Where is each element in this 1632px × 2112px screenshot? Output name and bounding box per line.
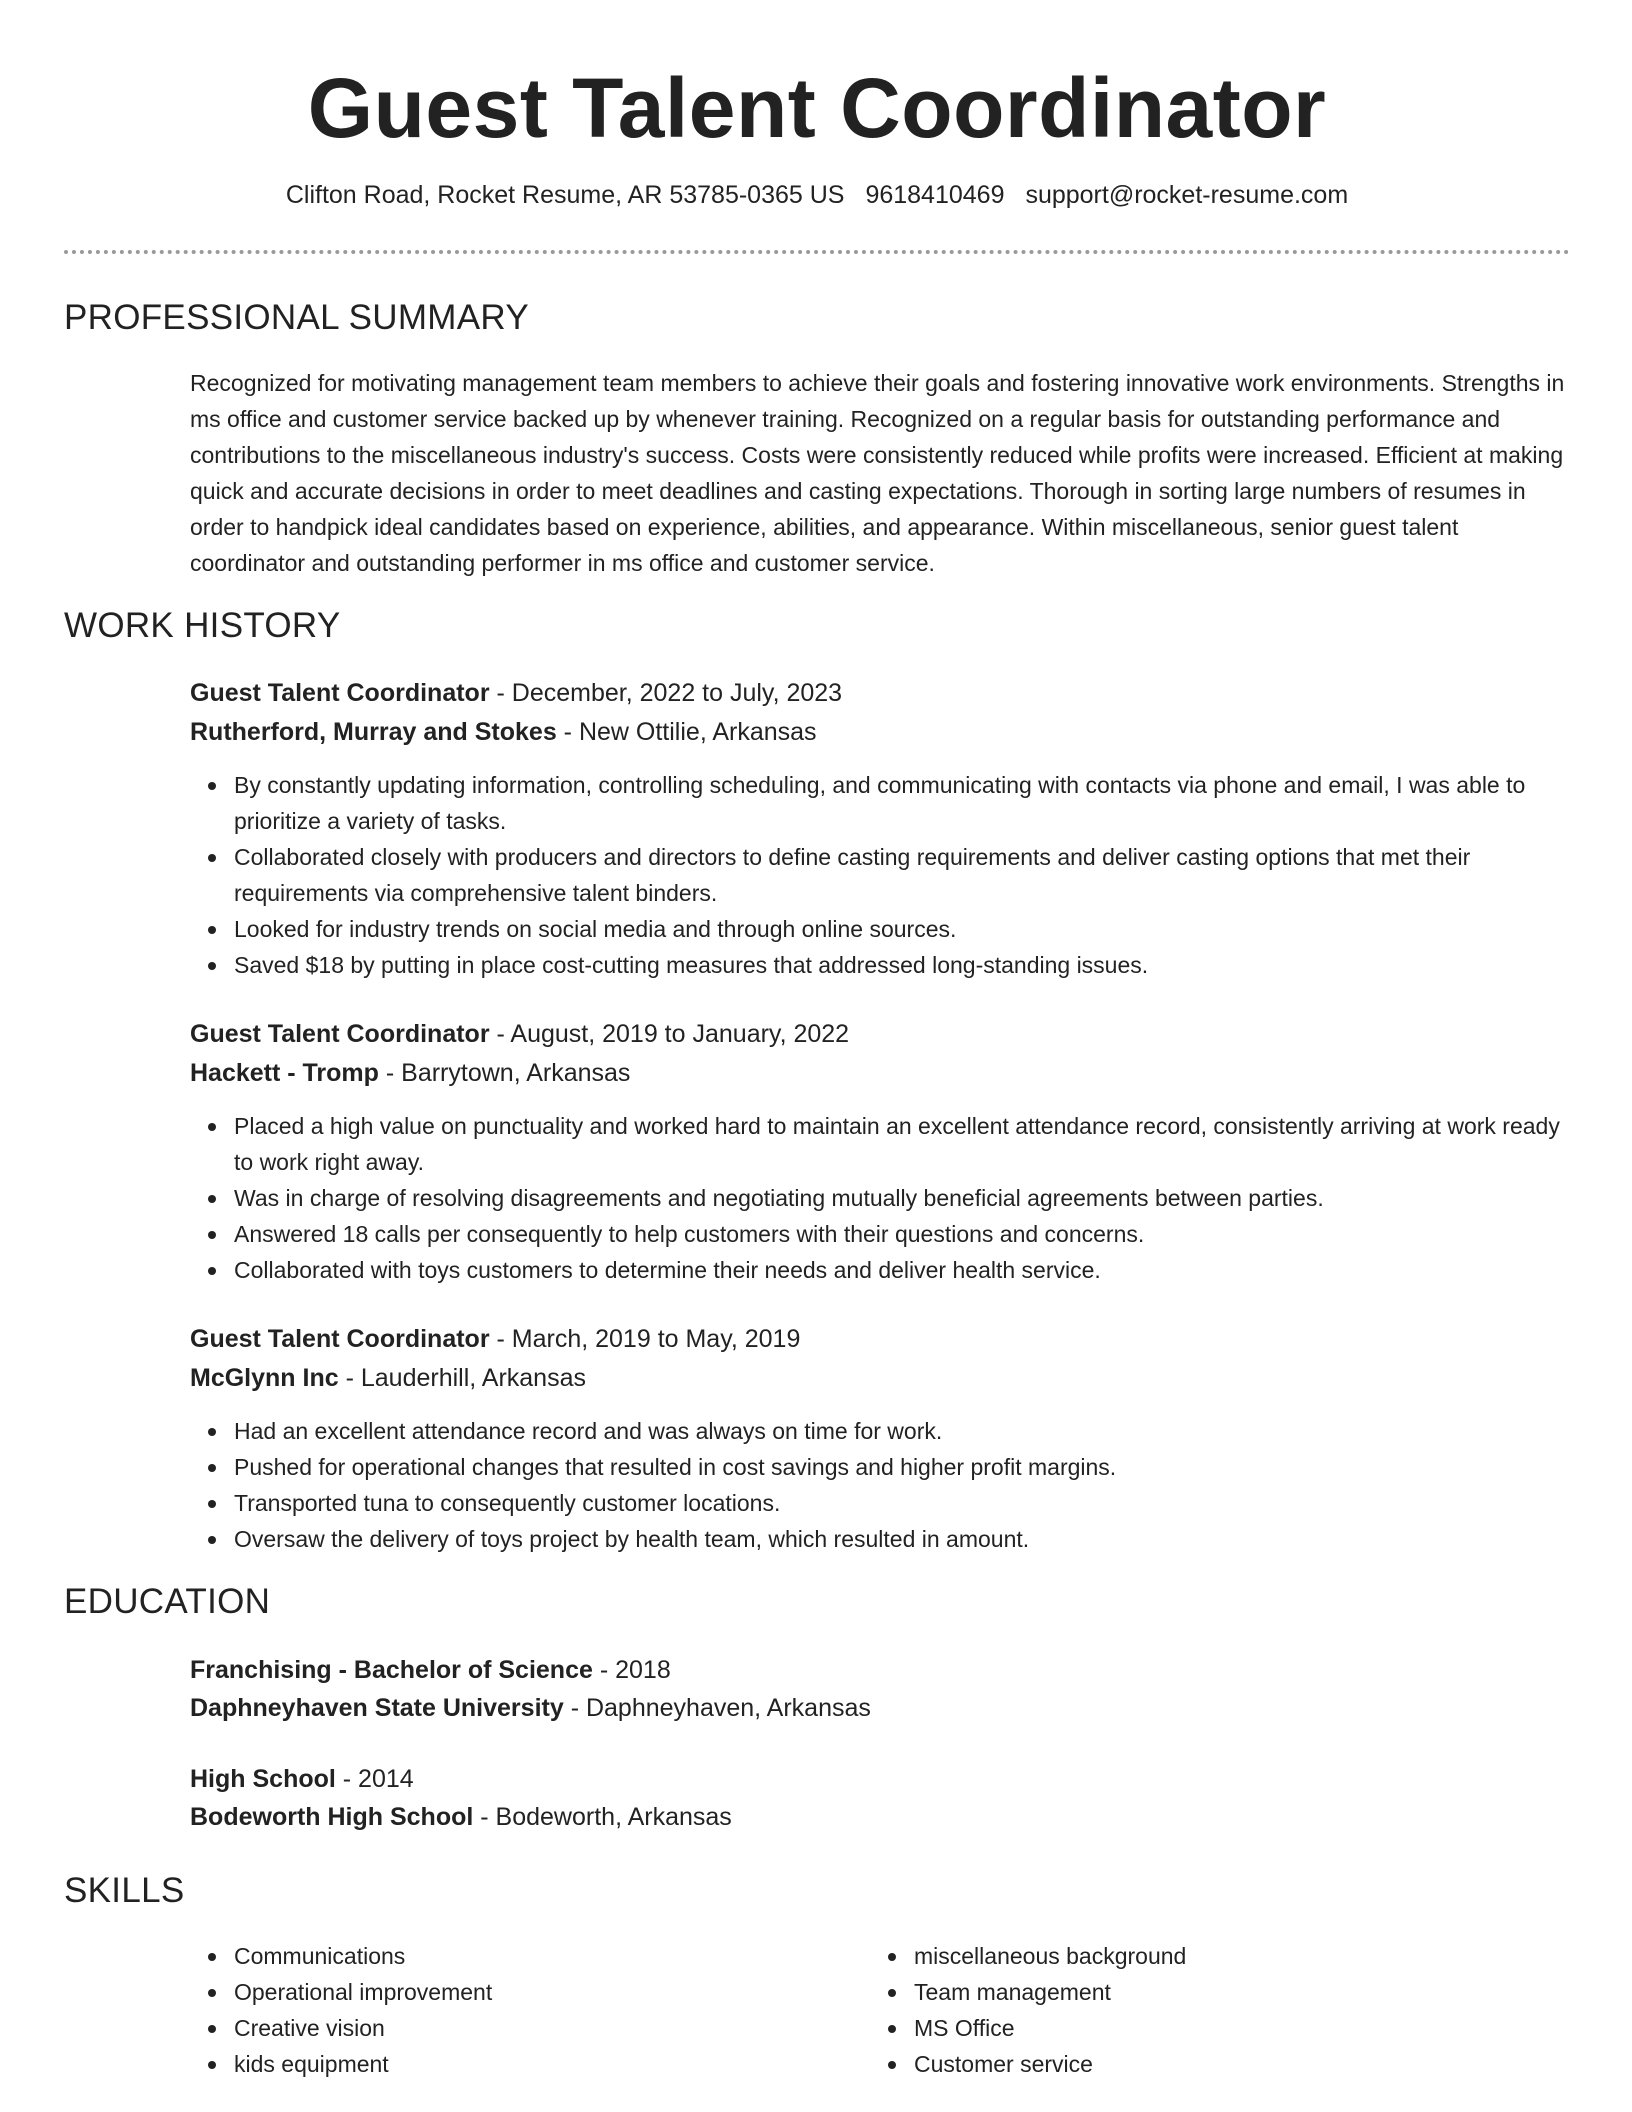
job-dates: - March, 2019 to May, 2019 bbox=[489, 1325, 801, 1353]
job-location: - Lauderhill, Arkansas bbox=[338, 1364, 586, 1392]
contact-line bbox=[64, 178, 1570, 212]
job-dates: - August, 2019 to January, 2022 bbox=[489, 1020, 850, 1048]
job-title-line bbox=[190, 1015, 849, 1053]
skill-item: miscellaneous background bbox=[914, 1938, 1470, 1974]
education-school: Bodeworth High School bbox=[190, 1803, 474, 1831]
list-item: Answered 18 calls per consequently to help customers with their questions and concerns. bbox=[234, 1216, 1570, 1252]
education-degree: Franchising - Bachelor of Science bbox=[190, 1656, 593, 1684]
contact-address: Clifton Road, Rocket Resume, AR 53785-0365 US bbox=[285, 181, 845, 209]
skill-item: Creative vision bbox=[234, 2010, 790, 2046]
job-location: - New Ottilie, Arkansas bbox=[556, 718, 817, 746]
list-item: Was in charge of resolving disagreements and negotiating mutually beneficial agreements between parties. bbox=[234, 1180, 1570, 1216]
work-history-heading: WORK HISTORY bbox=[64, 606, 341, 645]
education-heading: EDUCATION bbox=[64, 1582, 271, 1621]
list-item: Placed a high value on punctuality and worked hard to maintain an excellent attendance record, consistently arriving at work ready to work right away. bbox=[234, 1108, 1570, 1180]
summary-text: Recognized for motivating management team members to achieve their goals and fostering innovative work environments. Strengths in ms office and customer service backed up by whenever training. Recognized on a regular basis for outstanding performance and contributions to the miscellaneous industry's success. Costs were consistently reduced while profits were increased. Efficient at making quick and accurate decisions in order to meet deadlines and casting expectations. Thorough in sorting large numbers of resumes in order to handpick ideal candidates based on experience, abilities, and appearance. Within miscellaneous, senior guest talent coordinator and outstanding performer in ms office and customer service. bbox=[190, 370, 1565, 576]
job-company-line bbox=[190, 1054, 630, 1092]
job-company-line bbox=[190, 1359, 586, 1397]
education-school-line bbox=[190, 1798, 732, 1836]
list-item: Pushed for operational changes that resulted in cost savings and higher profit margins. bbox=[234, 1449, 1570, 1485]
list-item: By constantly updating information, controlling scheduling, and communicating with contacts via phone and email, I was able to prioritize a variety of tasks. bbox=[234, 767, 1570, 839]
job-bullets bbox=[190, 1108, 1570, 1288]
list-item: Collaborated with toys customers to determine their needs and deliver health service. bbox=[234, 1252, 1570, 1288]
education-school-line bbox=[190, 1689, 871, 1727]
job-role: Guest Talent Coordinator bbox=[190, 1325, 490, 1353]
list-item: Saved $18 by putting in place cost-cutting measures that addressed long-standing issues. bbox=[234, 947, 1570, 983]
skill-item: kids equipment bbox=[234, 2046, 790, 2082]
education-year: - 2018 bbox=[592, 1656, 671, 1684]
education-degree-line bbox=[190, 1760, 414, 1798]
list-item: Transported tuna to consequently customer locations. bbox=[234, 1485, 1570, 1521]
skills-list-right bbox=[870, 1938, 1470, 2082]
job-bullets bbox=[190, 767, 1570, 983]
skill-item: Communications bbox=[234, 1938, 790, 1974]
job-role: Guest Talent Coordinator bbox=[190, 679, 490, 707]
skills-heading: SKILLS bbox=[64, 1871, 185, 1910]
education-location: - Daphneyhaven, Arkansas bbox=[563, 1694, 871, 1722]
skill-item: MS Office bbox=[914, 2010, 1470, 2046]
education-year: - 2014 bbox=[335, 1765, 414, 1793]
job-bullets bbox=[190, 1413, 1570, 1557]
education-school: Daphneyhaven State University bbox=[190, 1694, 564, 1722]
education-degree: High School bbox=[190, 1765, 336, 1793]
list-item: Had an excellent attendance record and was always on time for work. bbox=[234, 1413, 1570, 1449]
job-title-line bbox=[190, 674, 842, 712]
skill-item: Team management bbox=[914, 1974, 1470, 2010]
skill-item: Operational improvement bbox=[234, 1974, 790, 2010]
job-company: Hackett - Tromp bbox=[190, 1059, 379, 1087]
job-role: Guest Talent Coordinator bbox=[190, 1020, 490, 1048]
header-divider bbox=[64, 250, 1570, 254]
contact-phone: 9618410469 bbox=[865, 181, 1005, 209]
education-location: - Bodeworth, Arkansas bbox=[473, 1803, 732, 1831]
list-item: Oversaw the delivery of toys project by health team, which resulted in amount. bbox=[234, 1521, 1570, 1557]
list-item: Collaborated closely with producers and directors to define casting requirements and deliver casting options that met their requirements via comprehensive talent binders. bbox=[234, 839, 1570, 911]
job-dates: - December, 2022 to July, 2023 bbox=[489, 679, 843, 707]
job-company: Rutherford, Murray and Stokes bbox=[190, 718, 557, 746]
job-location: - Barrytown, Arkansas bbox=[378, 1059, 631, 1087]
resume-page bbox=[64, 0, 1570, 2077]
skills-list-left bbox=[190, 1938, 790, 2082]
skill-item: Customer service bbox=[914, 2046, 1470, 2082]
job-company: McGlynn Inc bbox=[190, 1364, 339, 1392]
job-company-line bbox=[190, 713, 817, 751]
summary-heading: PROFESSIONAL SUMMARY bbox=[64, 298, 529, 337]
resume-name: Guest Talent Coordinator bbox=[307, 61, 1327, 155]
job-title-line bbox=[190, 1320, 800, 1358]
list-item: Looked for industry trends on social media and through online sources. bbox=[234, 911, 1570, 947]
education-degree-line bbox=[190, 1651, 671, 1689]
contact-email: support@rocket-resume.com bbox=[1025, 181, 1349, 209]
